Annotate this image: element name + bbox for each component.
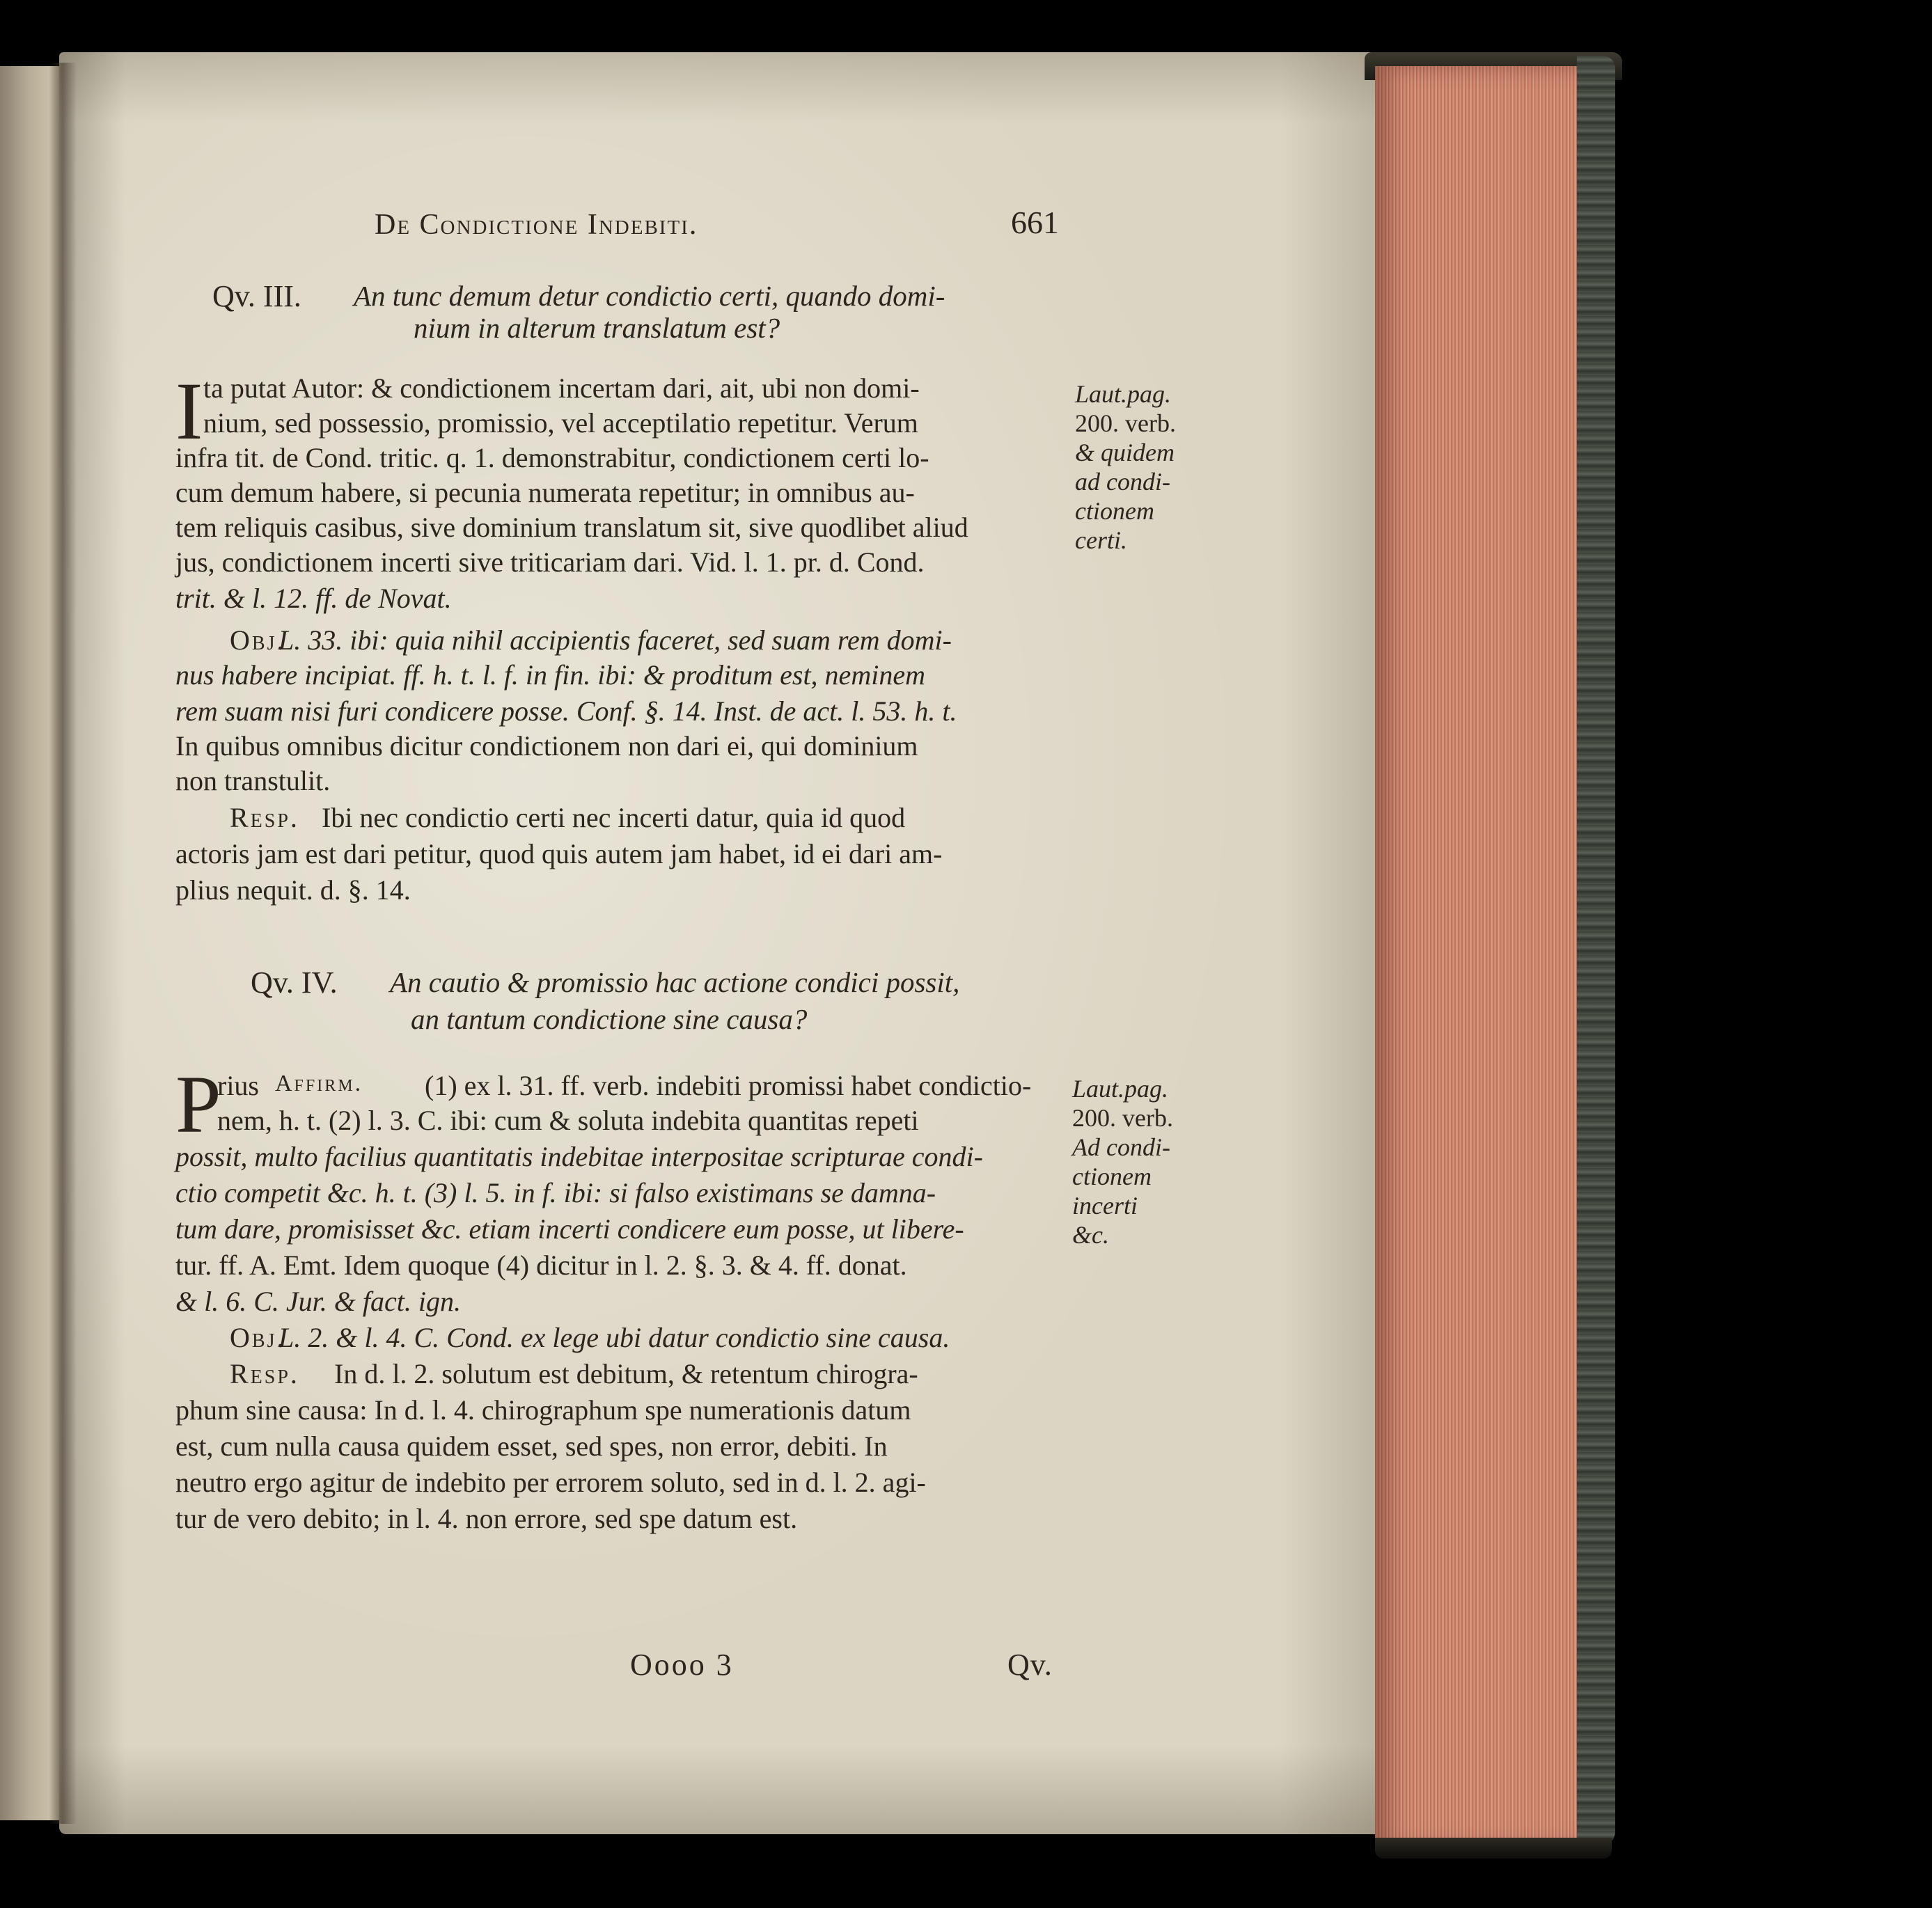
q3-line-2: nium, sed possessio, promissio, vel acceptilatio repetitur. Verum <box>203 407 918 439</box>
q3-obj-label: Obj. <box>230 624 286 656</box>
q4-line-5: tum dare, promisisset &c. etiam incerti condicere eum posse, ut libere- <box>175 1213 964 1245</box>
q4-obj-text: L. 2. & l. 4. C. Cond. ex lege ubi datur condictio sine causa. <box>278 1322 950 1353</box>
q3-resp-line-3: plius nequit. d. §. 14. <box>175 874 411 906</box>
page-gutter-shadow <box>49 63 77 1824</box>
q3-line-6: jus, condictionem incerti sive triticariam dari. Vid. l. 1. pr. d. Cond. <box>175 546 925 578</box>
q4-label: Qv. IV. <box>251 965 338 1000</box>
q4-margin-note-3: Ad condi- <box>1072 1133 1170 1161</box>
q4-line-2: nem, h. t. (2) l. 3. C. ibi: cum & soluta indebita quantitas repeti <box>217 1105 919 1136</box>
q3-resp-label: Resp. <box>230 802 299 833</box>
book-cover-bottom <box>1375 1838 1612 1859</box>
book-cover-edge <box>1577 56 1615 1845</box>
q3-resp-line-2: actoris jam est dari petitur, quod quis autem jam habet, id ei dari am- <box>175 838 943 869</box>
q3-label: Qv. III. <box>212 279 301 313</box>
q3-margin-note-5: ctionem <box>1075 497 1154 525</box>
q4-question-line-1: An cautio & promissio hac actione condici possit, <box>390 966 960 998</box>
q3-obj-line-5: non transtulit. <box>175 765 331 796</box>
signature-mark: Oooo 3 <box>630 1648 734 1682</box>
q3-margin-note-3: & quidem <box>1075 439 1175 466</box>
q4-margin-note-6: &c. <box>1072 1221 1109 1249</box>
q4-first-word: rius <box>217 1070 259 1101</box>
q3-obj-line-2: nus habere incipiat. ff. h. t. l. f. in fin. ibi: & proditum est, neminem <box>175 659 925 691</box>
catchword: Qv. <box>1007 1648 1053 1682</box>
q4-margin-note-5: incerti <box>1072 1192 1138 1220</box>
q4-margin-note-4: ctionem <box>1072 1162 1152 1190</box>
q3-margin-note-4: ad condi- <box>1075 468 1170 496</box>
running-header: De Condictione Indebiti. <box>375 209 698 241</box>
q4-margin-note-2: 200. verb. <box>1072 1104 1173 1132</box>
page-number: 661 <box>1011 205 1059 240</box>
q4-line-4: ctio competit &c. h. t. (3) l. 5. in f. ibi: si falso existimans se damna- <box>175 1177 936 1208</box>
q4-line-3: possit, multo facilius quantitatis indebitae interpositae scripturae condi- <box>175 1141 983 1172</box>
q3-line-1: ta putat Autor: & condictionem incertam dari, ait, ubi non domi- <box>203 372 920 404</box>
q4-dropcap: P <box>175 1059 221 1150</box>
q4-resp-line-5: tur de vero debito; in l. 4. non errore, sed spe datum est. <box>175 1503 798 1534</box>
q3-margin-note-1: Laut.pag. <box>1075 380 1172 408</box>
q3-margin-note-6: certi. <box>1075 526 1127 554</box>
q4-resp-line-4: neutro ergo agitur de indebito per errorem soluto, sed in d. l. 2. agi- <box>175 1467 926 1498</box>
q4-line-6: tur. ff. A. Emt. Idem quoque (4) dicitur in l. 2. §. 3. & 4. ff. donat. <box>175 1249 907 1281</box>
q4-resp-line-1: In d. l. 2. solutum est debitum, & retentum chirogra- <box>334 1358 918 1389</box>
q4-obj-label: Obj. <box>230 1322 286 1353</box>
q3-obj-line-4: In quibus omnibus dicitur condictionem non dari ei, qui dominium <box>175 730 918 762</box>
q3-question-line-1: An tunc demum detur condictio certi, quando domi- <box>354 280 945 312</box>
q3-line-3: infra tit. de Cond. tritic. q. 1. demonstrabitur, condictionem certi lo- <box>175 442 929 473</box>
q3-line-7: trit. & l. 12. ff. de Novat. <box>175 583 452 614</box>
q4-resp-line-2: phum sine causa: In d. l. 4. chirographum spe numerationis datum <box>175 1394 911 1426</box>
q3-obj-line-1: L. 33. ibi: quia nihil accipientis faceret, sed suam rem domi- <box>278 624 952 656</box>
q3-dropcap: I <box>175 365 203 457</box>
q4-resp-line-3: est, cum nulla causa quidem esset, sed spes, non error, debiti. In <box>175 1430 888 1462</box>
q4-margin-note-1: Laut.pag. <box>1072 1075 1169 1103</box>
q4-resp-label: Resp. <box>230 1358 299 1389</box>
q4-line-1: (1) ex l. 31. ff. verb. indebiti promissi habet condictio- <box>425 1070 1032 1101</box>
q3-resp-line-1: Ibi nec condictio certi nec incerti datur, quia id quod <box>322 802 906 833</box>
q3-margin-note-2: 200. verb. <box>1075 409 1176 437</box>
q3-line-5: tem reliquis casibus, sive dominium translatum sit, sive quodlibet aliud <box>175 512 968 543</box>
q4-affirm: Affirm. <box>275 1071 363 1096</box>
q3-obj-line-3: rem suam nisi furi condicere posse. Conf. §. 14. Inst. de act. l. 53. h. t. <box>175 695 957 727</box>
q4-line-7: & l. 6. C. Jur. & fact. ign. <box>175 1286 461 1317</box>
q3-question-line-2: nium in alterum translatum est? <box>414 312 780 344</box>
q3-line-4: cum demum habere, si pecunia numerata repetitur; in omnibus au- <box>175 477 915 508</box>
q4-question-line-2: an tantum condictione sine causa? <box>411 1003 808 1035</box>
page-block-edges <box>1375 66 1584 1848</box>
